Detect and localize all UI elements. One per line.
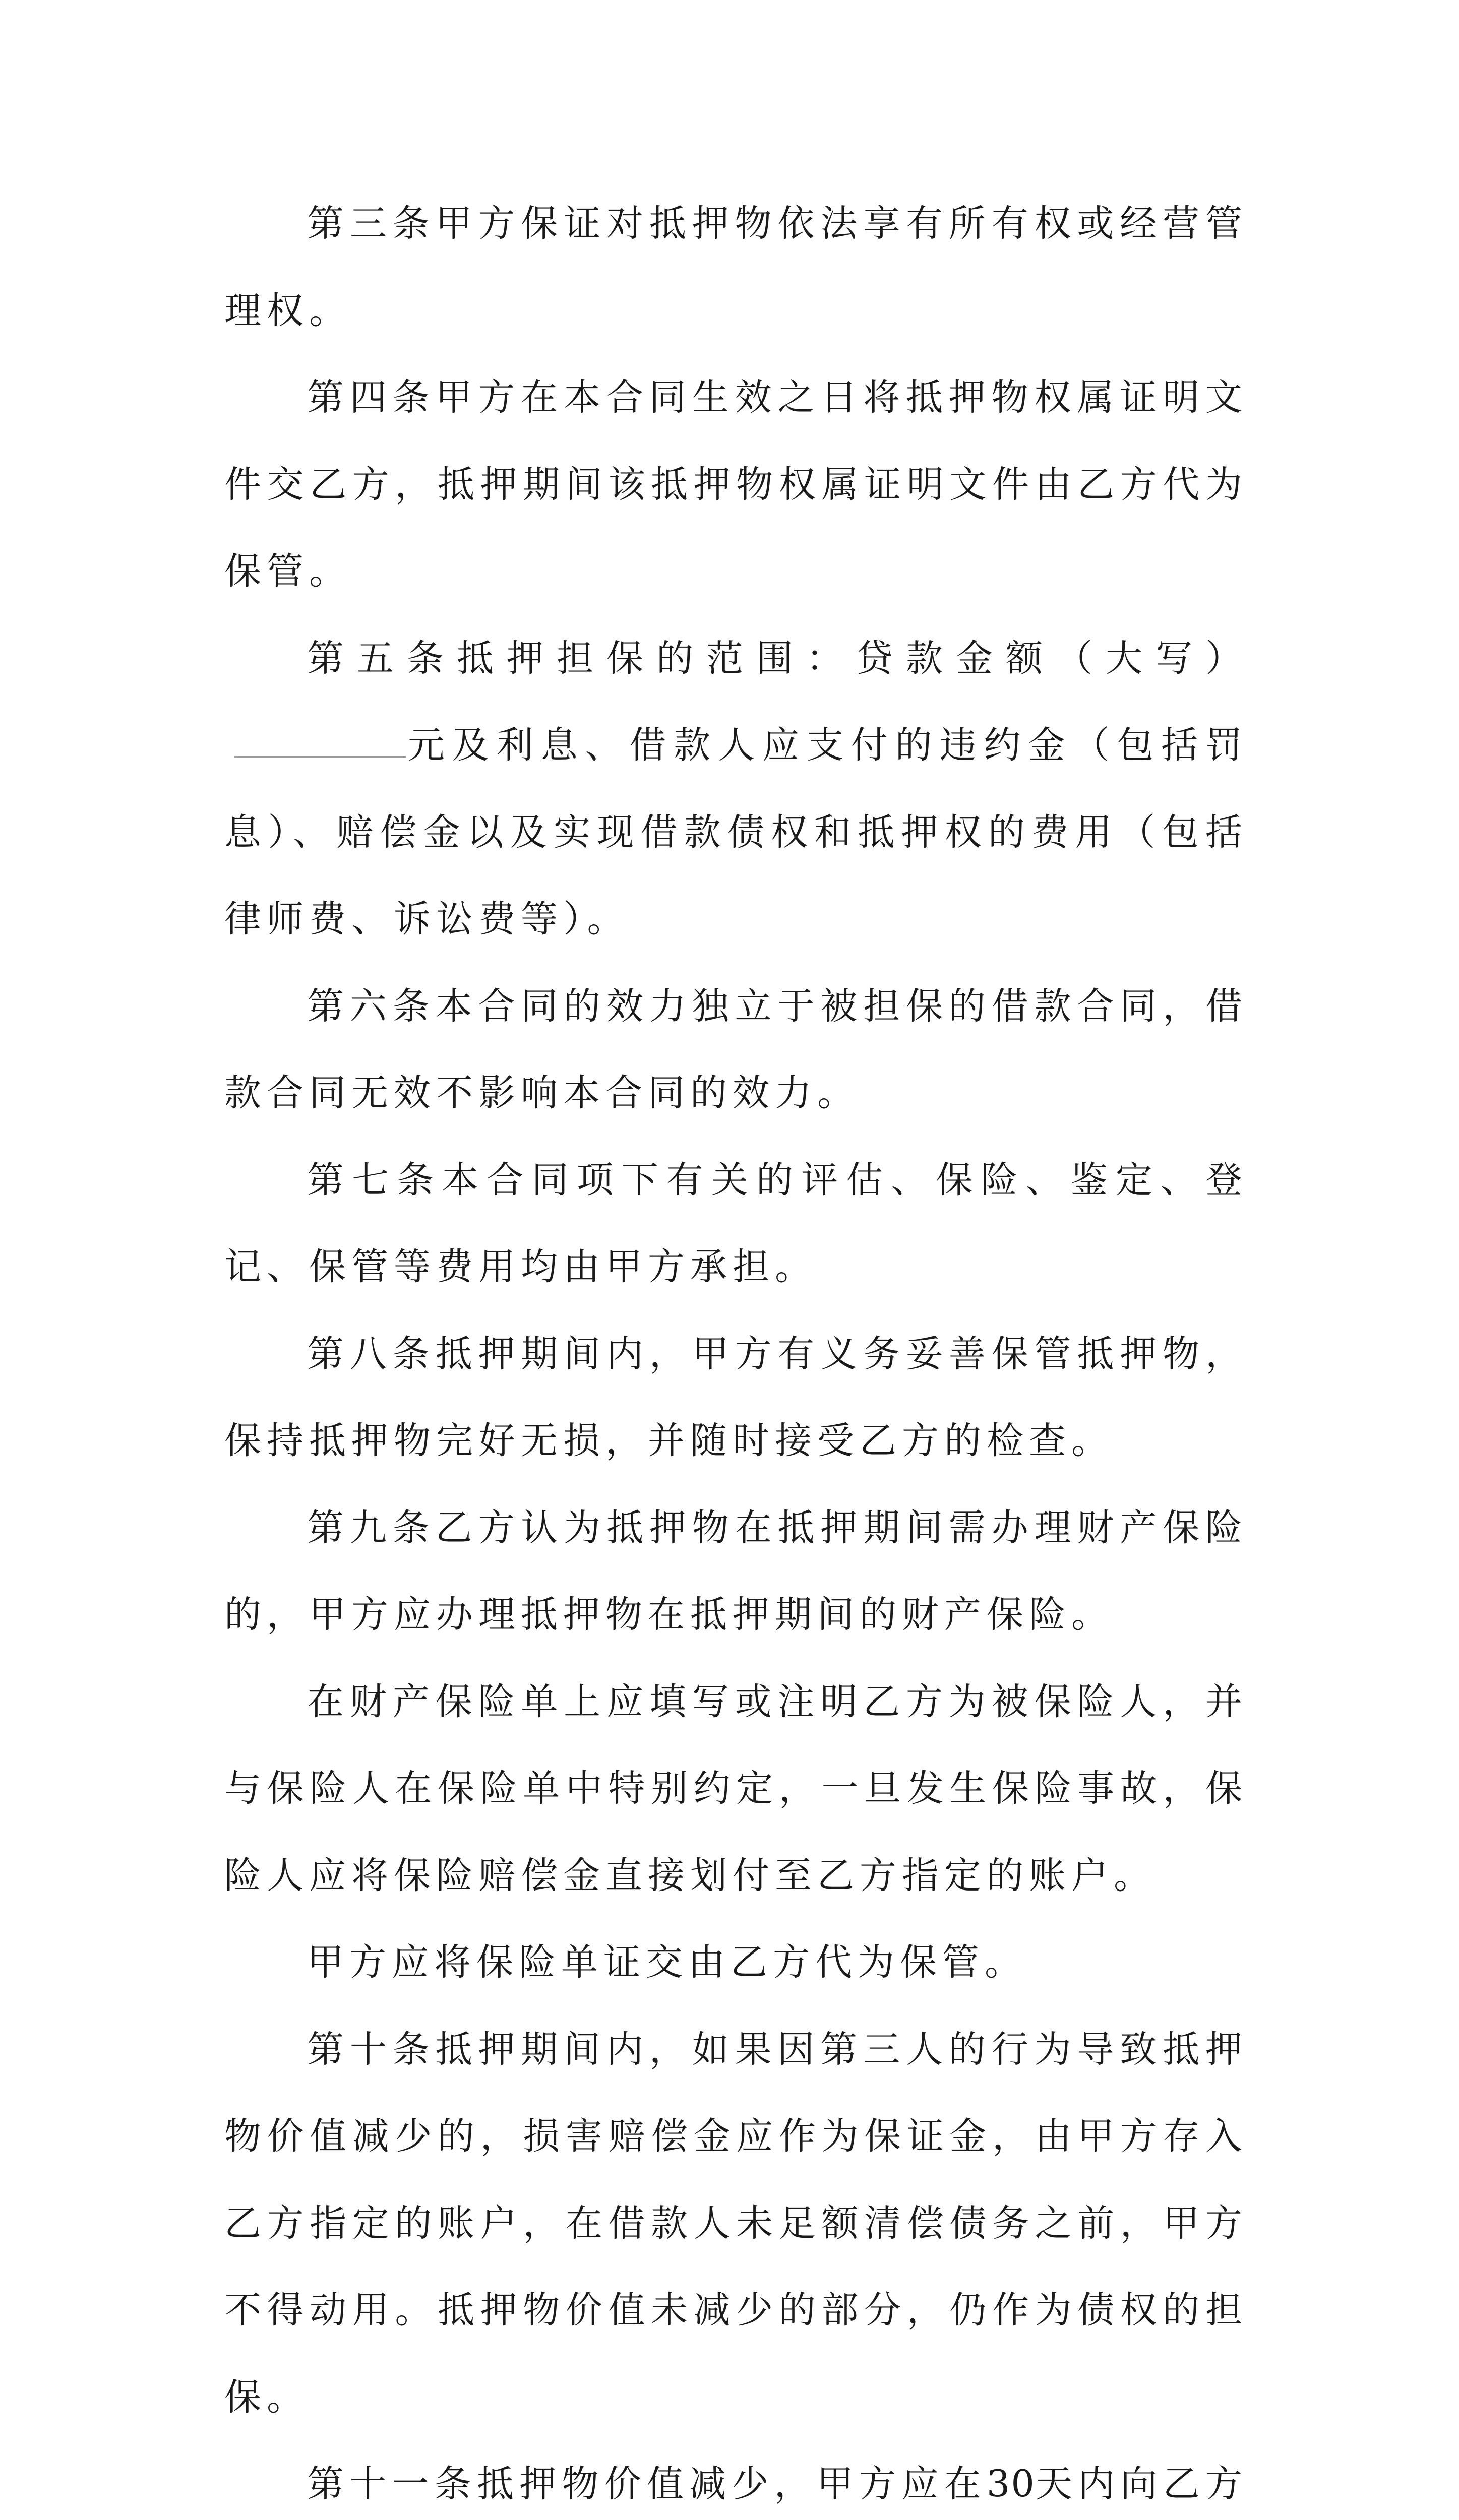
clause-11-days-number: 30 <box>986 2463 1036 2505</box>
clause-5 <box>224 615 1248 963</box>
clause-4: 第四条甲方在本合同生效之日将抵押物权属证明文件交乙方，抵押期间该抵押物权属证明文件由乙方代为保管。 <box>224 376 1248 593</box>
clause-11-text-after-number: 天内向乙方 <box>1035 2463 1248 2505</box>
clause-9-custody-paragraph: 甲方应将保险单证交由乙方代为保管。 <box>307 1941 1027 1984</box>
clause-9: 第九条乙方认为抵押物在抵押期间需办理财产保险的，甲方应办理抵押物在抵押期间的财产保险。 <box>224 1506 1248 1636</box>
clause-9-insurance-paragraph: 在财产保险单上应填写或注明乙方为被保险人，并与保险人在保险单中特别约定，一旦发生保险事故，保险人应将保险赔偿金直接划付至乙方指定的账户。 <box>224 1680 1248 1897</box>
clause-3: 第三条甲方保证对抵押物依法享有所有权或经营管理权。 <box>224 202 1248 332</box>
clause-11-text-before-number: 第十一条抵押物价值减少，甲方应在 <box>307 2463 987 2505</box>
clause-5-text-before-blank: 第五条抵押担保的范围：贷款金额（大写） <box>307 637 1248 680</box>
loan-amount-blank <box>234 726 406 758</box>
clause-8: 第八条抵押期间内，甲方有义务妥善保管抵押物，保持抵押物完好无损，并随时接受乙方的检查。 <box>224 1332 1248 1462</box>
document-body <box>224 180 1248 2520</box>
clause-6: 第六条本合同的效力独立于被担保的借款合同，借款合同无效不影响本合同的效力。 <box>224 984 1248 1114</box>
clause-7: 第七条本合同项下有关的评估、保险、鉴定、登记、保管等费用均由甲方承担。 <box>224 1158 1248 1288</box>
clause-10: 第十条抵押期间内，如果因第三人的行为导致抵押物价值减少的，损害赔偿金应作为保证金，由甲方存入乙方指定的账户，在借款人未足额清偿债务之前，甲方不得动用。抵押物价值未减少的部分，仍作为债权的担保。 <box>224 2028 1248 2419</box>
clause-11 <box>224 2441 1248 2520</box>
clause-5-text-after-blank: 元及利息、借款人应支付的违约金（包括罚息）、赔偿金以及实现借款债权和抵押权的费用（包括律师费、诉讼费等）。 <box>224 724 1248 940</box>
